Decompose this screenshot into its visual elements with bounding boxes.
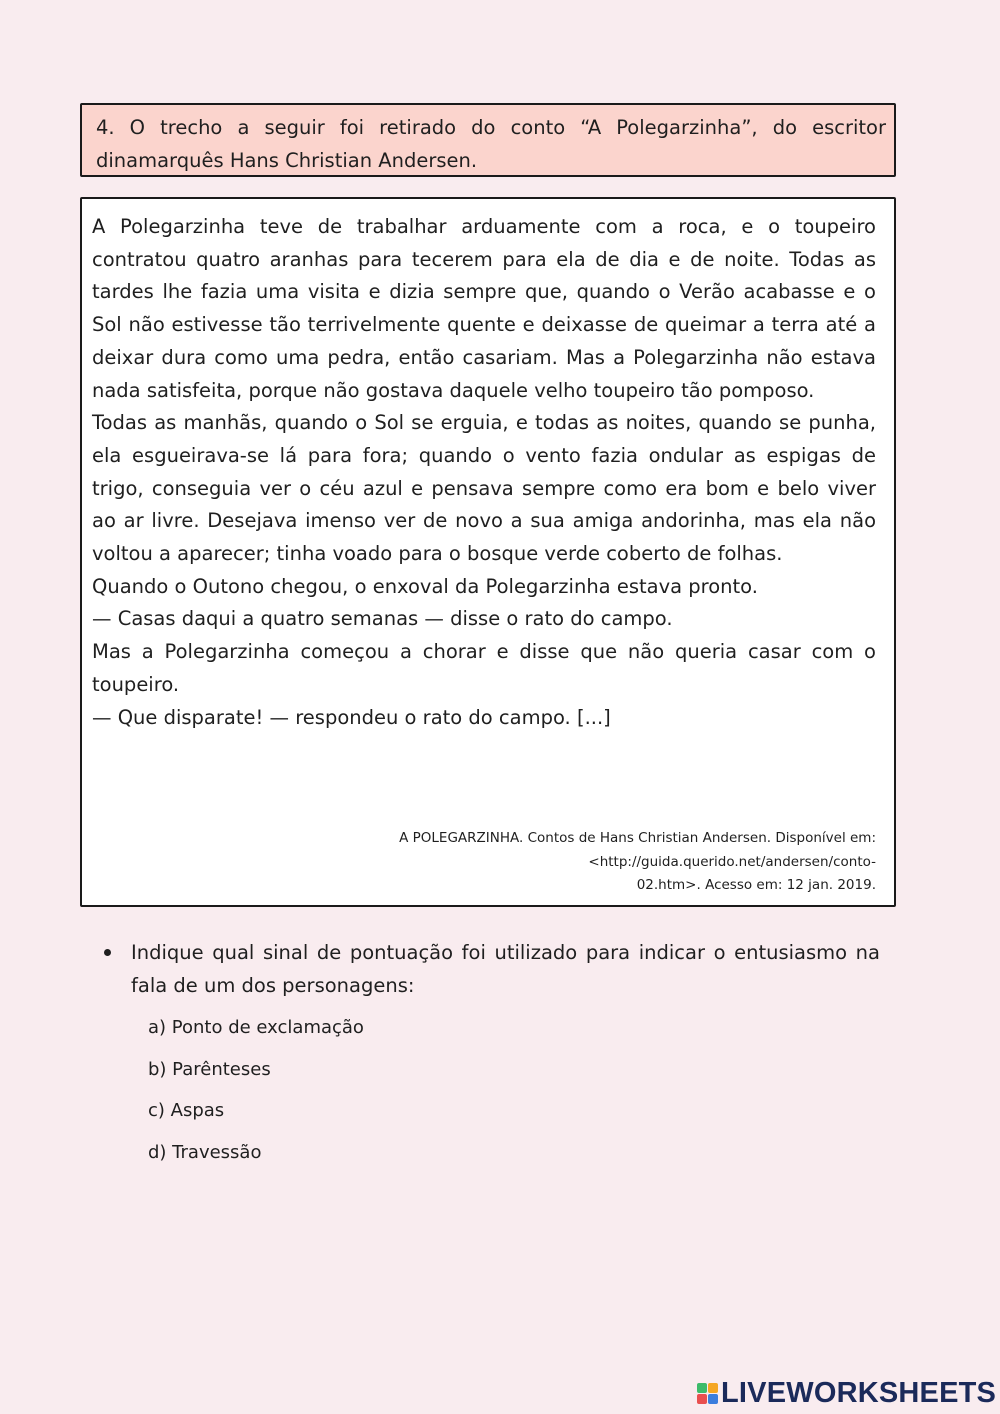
source-line: A POLEGARZINHA. Contos de Hans Christian Andersen. Disponível em: (399, 830, 876, 846)
liveworksheets-logo (697, 1373, 996, 1413)
logo-grid-icon (697, 1383, 718, 1404)
source-line: <http://guida.querido.net/andersen/conto- (588, 853, 876, 870)
passage-paragraph: — Casas daqui a quatro semanas — disse o rato do campo. (92, 607, 673, 631)
passage-paragraph: — Que disparate! — respondeu o rato do campo. [...] (92, 705, 611, 729)
option-d[interactable]: d) Travessão (148, 1141, 262, 1163)
question-text: Indique qual sinal de pontuação foi utilizado para indicar o entusiasmo na fala de um dos personagens: (131, 941, 880, 997)
passage-paragraph: Mas a Polegarzinha começou a chorar e disse que não queria casar com o toupeiro. (92, 640, 876, 696)
option-a[interactable]: a) Ponto de exclamação (148, 1017, 364, 1038)
logo-square (708, 1383, 718, 1393)
question-header-text: 4. O trecho a seguir foi retirado do conto “A Polegarzinha”, do escritor dinamarquês Hans Christian Andersen. (96, 116, 886, 172)
bullet-icon (104, 949, 111, 956)
source-line: 02.htm>. Acesso em: 12 jan. 2019. (636, 877, 876, 893)
passage-paragraph: Quando o Outono chegou, o enxoval da Polegarzinha estava pronto. (92, 574, 758, 598)
logo-square (708, 1394, 718, 1404)
passage-paragraph: A Polegarzinha teve de trabalhar arduamente com a roca, e o toupeiro contratou quatro aranhas para tecerem para ela de dia e de noite. Todas as tardes lhe fazia uma visita e dizia sempre que, quando o Verão acabasse e o Sol não estivesse tão terrivelmente quente e deixasse de queimar a terra até a deixar dura como uma pedra, então casariam. Mas a Polegarzinha não estava nada satisfeita, porque não gostava daquele velho toupeiro tão pomposo. (92, 215, 876, 402)
source-citation (316, 827, 876, 898)
answer-options (148, 1011, 364, 1177)
logo-text: LIVEWORKSHEETS (721, 1376, 997, 1409)
logo-square (697, 1394, 707, 1404)
passage-paragraph: Todas as manhãs, quando o Sol se erguia, e todas as noites, quando se punha, ela esgueirava-se lá para fora; quando o vento fazia ondular as espigas de trigo, conseguia ver o céu azul e pensava sempre como era bom e belo viver ao ar livre. Desejava imenso ver de novo a sua amiga andorinha, mas ela não voltou a aparecer; tinha voado para o bosque verde coberto de folhas. (92, 411, 876, 566)
option-c[interactable]: c) Aspas (148, 1100, 225, 1121)
question-header-box (80, 103, 896, 177)
logo-square (697, 1383, 707, 1393)
question-prompt (104, 936, 880, 1002)
passage-box (80, 197, 896, 907)
option-b[interactable]: b) Parênteses (148, 1058, 271, 1080)
